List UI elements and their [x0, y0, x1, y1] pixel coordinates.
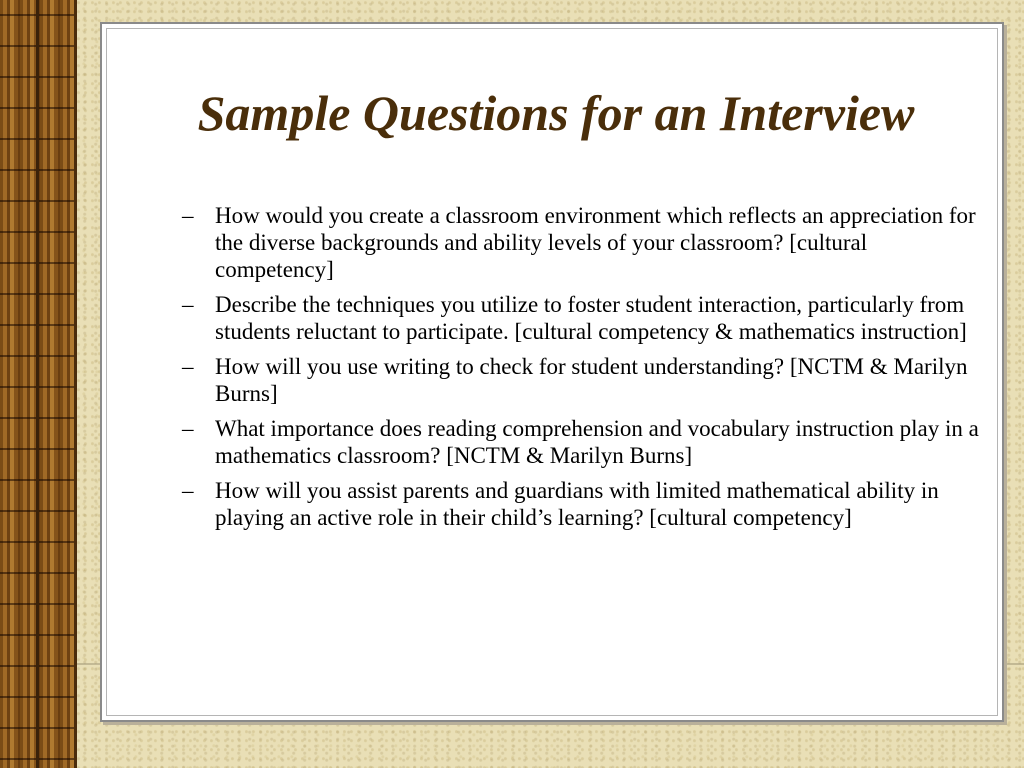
wood-border-decoration [0, 0, 74, 768]
bullet-item [182, 415, 982, 469]
bullet-text: How would you create a classroom environment which reflects an appreciation for the diverse backgrounds and ability levels of your classroom? [cultural competency] [215, 203, 976, 282]
wood-border-edge [74, 0, 77, 768]
slide-title: Sample Questions for an Interview [197, 85, 915, 141]
bullet-dash: – [182, 354, 194, 379]
slide-panel [100, 22, 1004, 722]
bullet-dash: – [182, 203, 194, 228]
bullet-dash: – [182, 416, 194, 441]
bullet-item [182, 291, 982, 345]
bullet-dash: – [182, 478, 194, 503]
bullet-text: What importance does reading comprehension and vocabulary instruction play in a mathematics classroom? [NCTM & Marilyn Burns] [215, 416, 979, 468]
bullet-text: Describe the techniques you utilize to foster student interaction, particularly from students reluctant to participate. [cultural competency & mathematics instruction] [215, 292, 967, 344]
bullet-text: How will you use writing to check for student understanding? [NCTM & Marilyn Burns] [215, 354, 968, 406]
bullet-text: How will you assist parents and guardians with limited mathematical ability in playing an active role in their child’s learning? [cultural competency] [215, 478, 939, 530]
bullet-dash: – [182, 292, 194, 317]
bullet-item [182, 477, 982, 531]
bullet-item [182, 353, 982, 407]
bullet-item [182, 202, 982, 283]
bullet-list [182, 202, 982, 539]
